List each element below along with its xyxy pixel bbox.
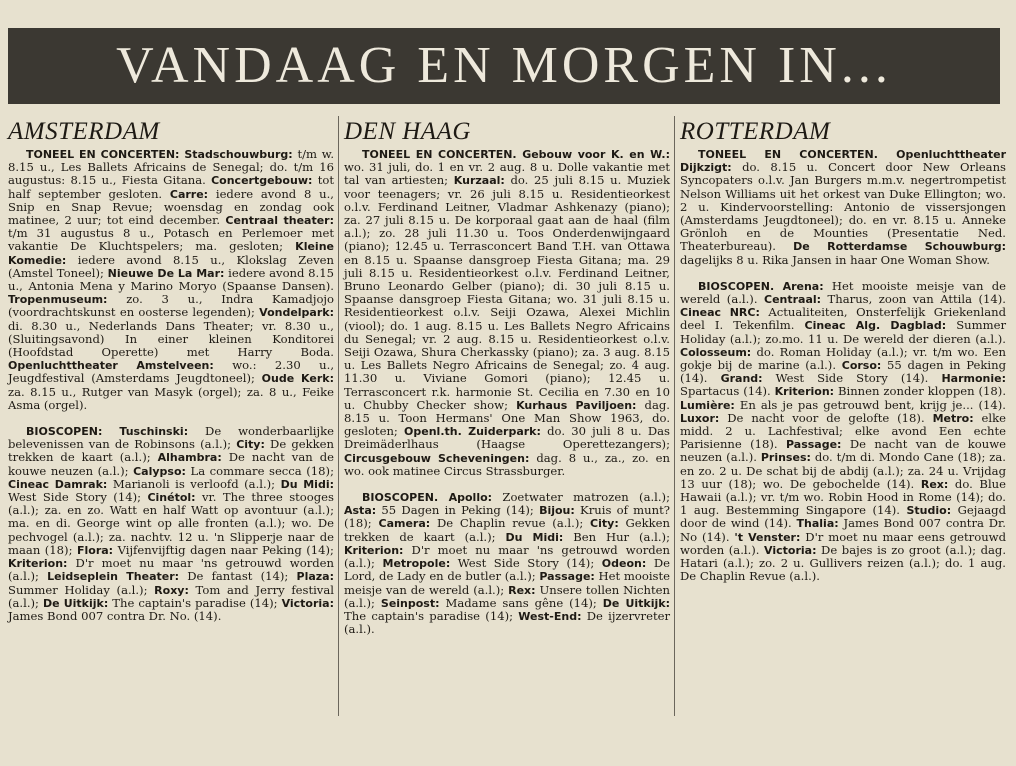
venue-name: Circusgebouw Scheveningen: [344,451,530,465]
listing-text: De Lord, de Lady en de butler (a.l.); [344,556,674,584]
listing-text: do. 25 juli 8.15 u. Muziek voor teenagers; vr. 26 juli 8.15 u. Residentieorkest o.l.v. Ferdinand Leitner, Vladmar Ashkenazy (piano); za. 27 juli 8.15 u. De korporaal gaat aan de haal (film a.l.); zo. 28 juli 11.30 u. Toos Onderdenwijngaard (piano); 12.45 u. Terrasconcert Band T.H. van Ottawa en 8.15 u. Spaanse dansgroep Fiesta Gitana; ma. 29 juli 8.15 u. Residentieorkest o.l.v. Ferdinand Leitner, Bruno Leonardo Gelber (piano); di. 30 juli 8.15 u. Spaanse dansgroep Fiesta Gitana; wo. 31 juli 8.15 u. Residentieorkest o.l.v. Seiji Ozawa, Alexei Michlin (viool); do. 1 aug. 8.15 u. Les Ballets Negro Africains du Senegal; vr. 2 aug. 8.15 u. Residentieorkest o.l.v. Seiji Ozawa, Shura Cherkassky (piano); za. 3 aug. 8.15 u. Les Ballets Negro Africains de Senegal; zo. 4 aug. 11.30 u. Viviane Gomori (piano); 12.45 u. Terrasconcert r.k. harmonie St. Cecilia en 7.30 en 10 u. Chubby Checker show; [344,173,674,412]
venue-name: Odeon: [601,557,647,571]
listing-text: t/m w. 8.15 u., Les Ballets Africains de Senegal; do. t/m 16 augustus: 8.15 u., Fiesta Gitana. [8,147,338,188]
listing-text: D'r moet nu maar eens getrouwd worden (a.l.). [680,529,1010,557]
venue-name: BIOSCOPEN. Arena: [698,279,824,293]
listing-text: Marianoli is verloofd (a.l.); [107,476,281,491]
listing-text: Summer Holiday (a.l.); zo.mo. 11 u. De wereld der dieren (a.l.). [680,318,1010,346]
column-rule [674,116,675,716]
listing-text: iedere avond 8.15 u., Antonia Mena y Marino Moryo (Spaanse Dansen). [8,265,338,294]
venue-name: Kurhaus Paviljoen: [516,398,637,412]
listing-text: West Side Story (14); [8,476,338,505]
venue-name: Centraal theater: [225,214,335,228]
venue-name: Cineac NRC: [680,306,760,320]
section-toneel-en-concerten [680,148,1010,267]
venue-name: Victoria: [281,596,335,610]
listing-text: De bajes is zo groot (a.l.); dag. Hatari (a.l.); zo. 2 u. Gullivers reizen (a.l.); do. 1 aug. De Chaplin Revue (a.l.). [680,542,1010,584]
venue-name: Bijou: [539,504,575,518]
venue-name: Cineac Damrak: [8,477,108,491]
listing-text: The captain's paradise (14); [344,595,674,623]
listing-text: Gekken trekken de kaart (a.l.); [344,516,674,544]
venue-name: Metropole: [382,557,451,571]
venue-name: West-End: [518,609,582,623]
venue-name: Prinses: [760,451,811,465]
listing-text: tot half september gesloten. [8,173,338,201]
listing-text: wo.: 2.30 u., Jeugdfestival (Amsterdams Jeugdtoneel); [8,358,338,386]
venue-name: Camera: [378,517,431,531]
listing-text: Vijfenvijftig dagen naar Peking (14); [113,542,338,557]
venue-name: Plaza: [296,570,334,584]
venue-name: Oude Kerk: [261,372,334,386]
listing-text: elke midd. 2 u. Lachfestival; elke avond Een echte Parisienne (18). [680,410,1010,452]
venue-name: Grand: [720,372,763,386]
venue-name: Leidseplein Theater: [47,570,180,584]
listing-text: De nacht van de kouwe neuzen (a.l.). [680,437,1010,465]
listing-text: 55 Dagen in Peking (14); [376,503,540,518]
venue-name: Harmonie: [941,372,1006,386]
column-den-haag [344,118,674,718]
venue-name: BIOSCOPEN: Tuschinski: [26,425,189,439]
city-heading: ROTTERDAM [680,118,831,145]
venue-name: Concertgebouw: [211,174,313,188]
venue-name: Flora: [76,543,114,557]
venue-name: City: [236,438,265,452]
listing-text: The captain's paradise (14); [108,595,282,610]
venue-name: Carre: [169,187,209,201]
listing-text: dagelijks 8 u. Rika Jansen in haar One Woman Show. [680,239,1010,267]
listing-text: Actualiteiten, Onsterfelijk Griekenland deel I. Tekenfilm. [680,305,1010,333]
listing-text: wo. 31 juli, do. 1 en vr. 2 aug. 8 u. Dolle vakantie met tal van artiesten; [344,147,674,188]
listing-text: zo. 3 u., Indra Kamadjojo (voordrachtskunst en oosterse legenden); [8,292,338,320]
venue-name: Kleine Komedie: [8,240,338,267]
listing-text: do. Blue Hawaii (a.l.); vr. t/m wo. Robin Hood in Rome (14); do. 1 aug. Bestemming Singapore (14). [680,476,1010,518]
venue-name: Thalia: [796,517,839,531]
listing-text: iedere avond 8.15 u., Klokslag Zeven (Amstel Toneel); [8,252,338,280]
venue-name: BIOSCOPEN. Apollo: [362,491,493,505]
listing-text: za. 8.15 u., Rutger van Masyk (orgel); za. 8 u., Feike Asma (orgel). [8,371,338,412]
venue-name: Vondelpark: [259,306,334,320]
venue-name: Alhambra: [157,451,222,465]
listing-text: D'r moet nu maar 'ns getrouwd worden (a.l.); [344,542,674,571]
venue-name: Kriterion: [774,385,835,399]
listing-text: t/m 31 augustus 8 u., Potasch en Perlemoer met vakantie De Kluchtspelers; ma. gesloten; [8,213,338,254]
listing-text: Kruis of munt? (18); [344,503,674,531]
listing-text: De gekken trekken de kaart (a.l.); [8,437,338,465]
section-bioscopen [8,424,338,623]
venue-name: TONEEL EN CONCERTEN. Gebouw voor K. en W.: [362,148,670,161]
venue-name: Luxor: [680,411,720,425]
section-bioscopen [680,278,1010,584]
listing-text: do. 30 juli 8 u. Das Dreimäderlhaus (Haagse Operettezangers); [344,424,674,452]
venue-name: Colosseum: [680,345,752,359]
column-rotterdam [680,118,1010,718]
listing-text: do. t/m di. Mondo Cane (18); za. en zo. 2 u. De schat bij de abdij (a.l.); za. 24 u. Vrijdag 13 uur (18); wo. De gebochelde (14). [680,450,1010,491]
listing-text: De fantast (14); [179,569,297,584]
listing-text: D'r moet nu maar 'ns getrouwd worden (a.l.); [8,556,338,584]
listing-text: En als je pas getrouwd bent, krijg je... (14). [734,397,1010,412]
venue-name: Tropenmuseum: [8,293,108,307]
venue-name: Nieuwe De La Mar: [107,266,225,280]
listing-text: West Side Story (14); [450,556,602,571]
venue-name: Du Midi: [505,530,564,544]
listing-text: Zoetwater matrozen (a.l.); [492,490,674,505]
venue-name: Kriterion: [344,543,404,557]
listing-text: West Side Story (14). [762,371,942,386]
listing-text: Het mooiste meisje van de wereld (a.l.). [680,278,1010,307]
venue-name: TONEEL EN CONCERTEN. Openluchttheater Dijkzigt: [680,148,1010,175]
listing-text: James Bond 007 contra Dr. No (14). [680,516,1010,544]
venue-name: De Uitkijk: [42,596,109,610]
venue-name: Du Midi: [280,477,334,491]
listing-text: Binnen zonder kloppen (18). [834,384,1010,399]
listing-text: Spartacus (14). [680,371,1010,399]
listing-text: vr. The three stooges (a.l.); za. en zo. Watt en half Watt op avontuur (a.l.); ma. en di. George wint op alle fronten (a.l.); wo. De pechvogel (a.l.); za. nachtv. 12 u. 'n Slipperje naar de maan (18); [8,490,338,557]
listing-text: De nacht van de kouwe neuzen (a.l.); [8,450,338,478]
listing-text: Gejaagd door de wind (14). [680,503,1010,531]
venue-name: Asta: [344,504,377,518]
venue-name: City: [590,517,619,531]
column-rule [338,116,339,716]
listing-text: Summer Holiday (a.l.); [8,569,338,597]
venue-name: Cinétol: [147,491,196,505]
venue-name: Rex: [920,477,949,491]
section-toneel-en-concerten [344,147,674,478]
venue-name: Calypso: [133,464,186,478]
listing-text: Tharus, zoon van Attila (14). [821,292,1010,307]
listing-text: di. 8.30 u., Nederlands Dans Theater; vr. 8.30 u., (Sluitingsavond) In einer kleinen Konditorei (Hoofdstad Operette) met Harry Boda. [8,305,338,360]
listing-text: Het mooiste meisje van de wereld (a.l.); [344,569,674,597]
listing-text: dag. 8.15 u. Toon Hermans' One Man Show 1963, do. gesloten; [344,397,674,439]
listing-text: La commare secca (18); [185,463,338,478]
city-heading: AMSTERDAM [8,118,160,145]
section-bioscopen [344,490,674,637]
venue-name: Passage: [786,438,842,452]
venue-name: De Rotterdamse Schouwburg: [793,240,1006,254]
venue-name: Openl.th. Zuiderpark: [404,425,541,439]
venue-name: Victoria: [764,543,817,557]
venue-name: Roxy: [154,583,189,597]
listing-text: iedere avond 8 u., Snip en Snap Revue; woensdag en zondag ook matinee, 2 uur; tot eind december. [8,186,338,228]
venue-name: Passage: [539,570,595,584]
listing-text: do. Roman Holiday (a.l.); vr. t/m wo. Een gokje bij de marine (a.l.). [680,344,1010,373]
listing-text: De Chaplin revue (a.l.); [430,516,591,531]
venue-name: 't Venster: [734,530,801,544]
venue-name: Corso: [841,359,882,373]
column-amsterdam [8,118,338,718]
listing-text: do. 8.15 u. Concert door New Orleans Syncopaters o.l.v. Jan Burgers m.m.v. negertrompetist Nelson Williams uit het orkest van Duke Ellington; wo. 2 u. Kindervoorstelling: Antonio de vissersjongen (Amsterdams Jeugdtoneel); do. en vr. 8.15 u. Anneke Grönloh en de Mounties (Presentatie Ned. Theaterbureau). [680,160,1010,254]
section-toneel-en-concerten [8,147,338,412]
listing-text: Unsere tollen Nichten (a.l.); [344,582,674,610]
listing-text: James Bond 007 contra Dr. No. (14). [8,595,338,623]
venue-name: Openluchttheater Amstelveen: [8,359,214,373]
venue-name: Rex: [508,583,536,597]
venue-name: Cineac Alg. Dagblad: [804,319,947,333]
venue-name: Centraal: [764,293,822,307]
venue-name: Studio: [906,504,952,518]
listing-text: Tom and Jerry festival (a.l.); [8,582,338,610]
venue-name: Kurzaal: [453,174,505,188]
headline: VANDAAG EN MORGEN IN... [116,37,892,94]
listing-text: Ben Hur (a.l.); [563,529,674,544]
listing-text: Madame sans gêne (14); [439,595,603,610]
listing-text: 55 dagen in Peking (14). [680,358,1010,386]
listing-text: dag. 8 u., za., zo. en wo. ook matinee Circus Strassburger. [344,450,674,478]
listing-text: De wonderbaarlijke belevenissen van de Robinsons (a.l.); [8,424,338,452]
listing-text: De nacht voor de gelofte (18). [719,410,933,425]
venue-name: Metro: [932,411,974,425]
venue-name: Lumière: [680,398,735,412]
venue-name: TONEEL EN CONCERTEN: Stadschouwburg: [26,148,293,161]
headline-banner [8,28,1000,104]
listing-text: De ijzervreter (a.l.). [344,608,674,637]
venue-name: Kriterion: [8,557,68,571]
city-heading: DEN HAAG [344,118,471,145]
venue-name: Seinpost: [380,596,440,610]
venue-name: De Uitkijk: [602,596,670,610]
